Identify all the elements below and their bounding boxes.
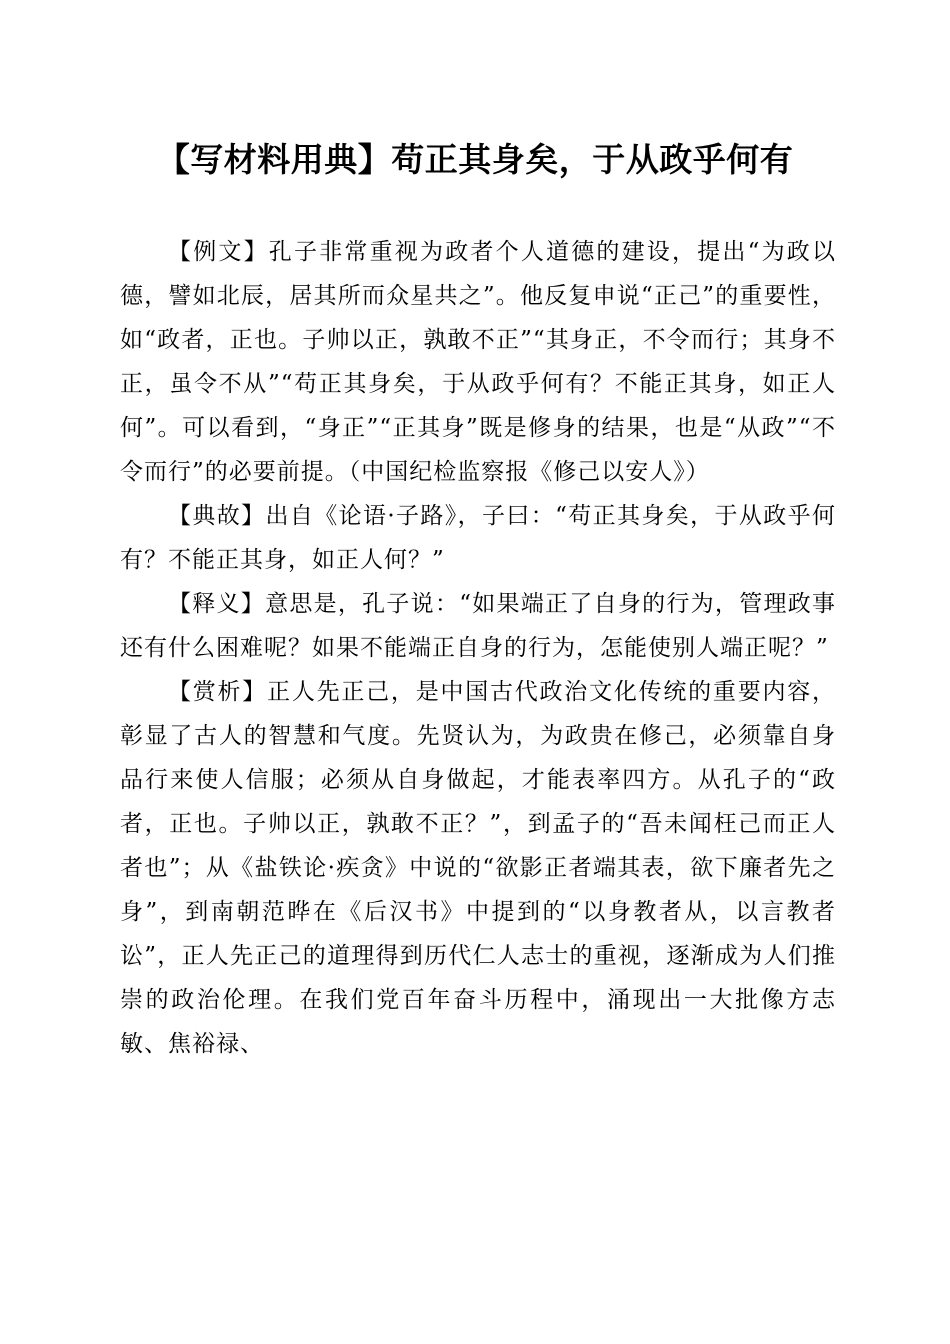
paragraph-appreciation: 【赏析】正人先正己，是中国古代政治文化传统的重要内容，彰显了古人的智慧和气度。先贤认为，为政贵在修己，必须靠自身品行来使人信服；必须从自身做起，才能表率四方。从孔子的“政者，正也。子帅以正，孰敢不正？”，到孟子的“吾未闻枉己而正人者也”；从《盐铁论·疾贪》中说的“欲影正者端其表，欲下廉者先之身”，到南朝范晔在《后汉书》中提到的“以身教者从，以言教者讼”，正人先正己的道理得到历代仁人志士的重视，逐渐成为人们推崇的政治伦理。在我们党百年奋斗历程中，涌现出一大批像方志敏、焦裕禄、	[120, 679, 836, 1057]
document-body	[120, 230, 836, 1066]
paragraph-example: 【例文】孔子非常重视为政者个人道德的建设，提出“为政以德，譬如北辰，居其所而众星共之”。他反复申说“正己”的重要性，如“政者，正也。子帅以正，孰敢不正”“其身正，不令而行；其身不正，虽令不从”“苟正其身矣，于从政乎何有？不能正其身，如正人何”。可以看到，“身正”“正其身”既是修身的结果，也是“从政”“不令而行”的必要前提。（中国纪检监察报《修己以安人》）	[120, 239, 836, 485]
document-title: 【写材料用典】苟正其身矣，于从政乎何有	[156, 140, 794, 179]
paragraph-interpretation: 【释义】意思是，孔子说：“如果端正了自身的行为，管理政事还有什么困难呢？如果不能端正自身的行为，怎能使别人端正呢？”	[120, 591, 836, 661]
paragraph-allusion: 【典故】出自《论语·子路》，子曰：“苟正其身矣，于从政乎何有？不能正其身，如正人何？”	[120, 503, 836, 573]
